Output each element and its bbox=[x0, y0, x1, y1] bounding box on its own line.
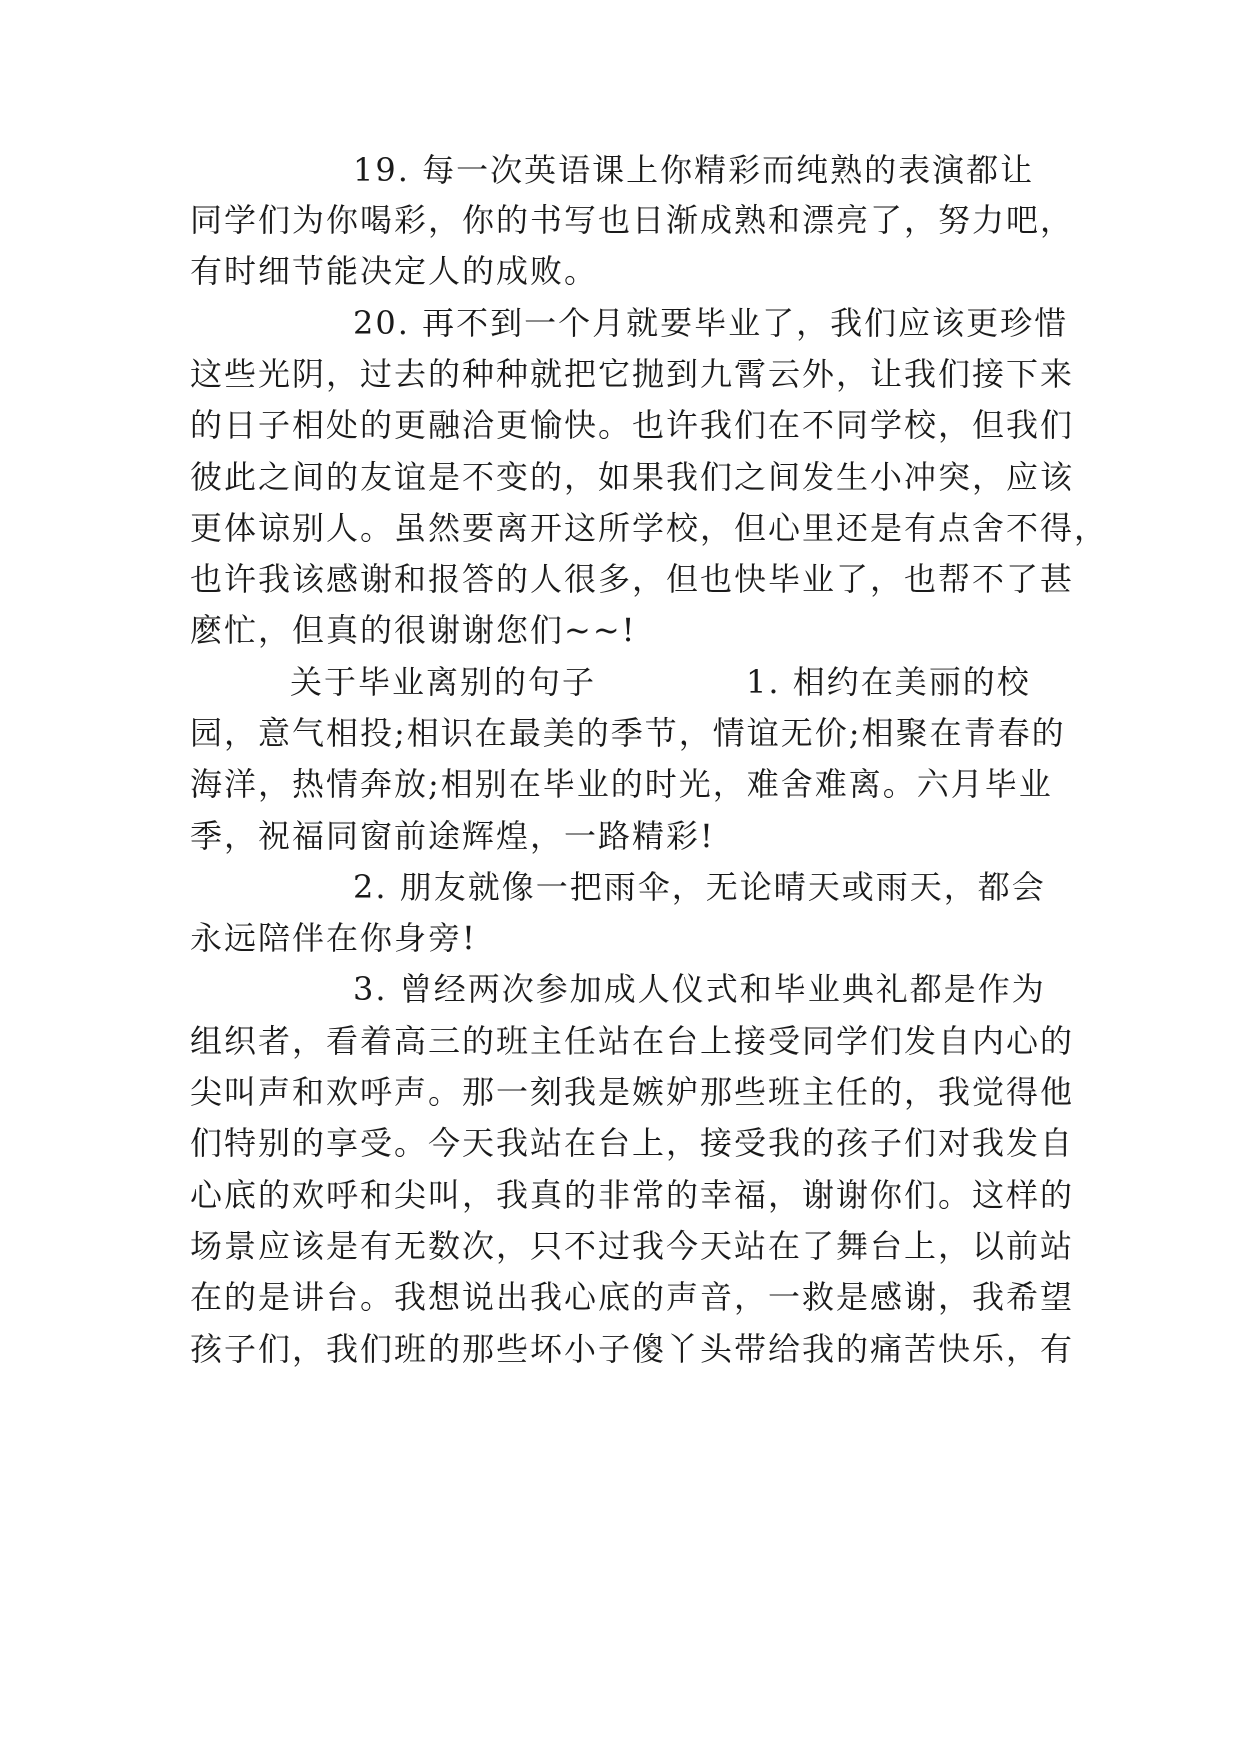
paragraph-20-line-4: 彼此之间的友谊是不变的，如果我们之间发生小冲突，应该 bbox=[190, 458, 1075, 496]
section-heading: 关于毕业离别的句子 bbox=[290, 663, 597, 701]
item-3-line-2: 组织者，看着高三的班主任站在台上接受同学们发自内心的 bbox=[190, 1022, 1075, 1060]
paragraph-19-line-3: 有时细节能决定人的成败。 bbox=[190, 252, 599, 290]
section-heading-line bbox=[290, 662, 1031, 702]
item-1-line-3: 海洋，热情奔放;相别在毕业的时光，难舍难离。六月毕业 bbox=[190, 765, 1053, 803]
item-3-line-3: 尖叫声和欢呼声。那一刻我是嫉妒那些班主任的，我觉得他 bbox=[190, 1073, 1075, 1111]
paragraph-20-line-6: 也许我该感谢和报答的人很多，但也快毕业了，也帮不了甚 bbox=[190, 560, 1075, 598]
item-3-line-4: 们特别的享受。今天我站在台上，接受我的孩子们对我发自 bbox=[190, 1124, 1075, 1162]
item-1-line-4: 季，祝福同窗前途辉煌，一路精彩! bbox=[190, 817, 715, 855]
item-2-line-2: 永远陪伴在你身旁! bbox=[190, 919, 477, 957]
paragraph-20-line-5: 更体谅别人。虽然要离开这所学校，但心里还是有点舍不得， bbox=[190, 509, 1109, 547]
item-3-line-8: 孩子们，我们班的那些坏小子傻丫头带给我的痛苦快乐，有 bbox=[190, 1330, 1075, 1368]
paragraph-20-line-7: 麽忙，但真的很谢谢您们~~! bbox=[190, 611, 637, 649]
item-3-line-5: 心底的欢呼和尖叫，我真的非常的幸福，谢谢你们。这样的 bbox=[190, 1176, 1075, 1214]
paragraph-20-line-1: 20. 再不到一个月就要毕业了，我们应该更珍惜 bbox=[353, 304, 1069, 342]
paragraph-19-line-1: 19. 每一次英语课上你精彩而纯熟的表演都让 bbox=[353, 151, 1035, 189]
paragraph-20-line-2: 这些光阴，过去的种种就把它抛到九霄云外，让我们接下来 bbox=[190, 355, 1075, 393]
item-1-line-2: 园，意气相投;相识在最美的季节，情谊无价;相聚在青春的 bbox=[190, 714, 1066, 752]
item-1-line-1: 1. 相约在美丽的校 bbox=[746, 663, 1031, 701]
item-3-line-6: 场景应该是有无数次，只不过我今天站在了舞台上，以前站 bbox=[190, 1227, 1075, 1265]
item-2-line-1: 2. 朋友就像一把雨伞，无论晴天或雨天，都会 bbox=[353, 868, 1046, 906]
item-3-line-1: 3. 曾经两次参加成人仪式和毕业典礼都是作为 bbox=[353, 970, 1046, 1008]
paragraph-20-line-3: 的日子相处的更融洽更愉快。也许我们在不同学校，但我们 bbox=[190, 406, 1075, 444]
item-3-line-7: 在的是讲台。我想说出我心底的声音，一救是感谢，我希望 bbox=[190, 1278, 1075, 1316]
paragraph-19-line-2: 同学们为你喝彩，你的书写也日渐成熟和漂亮了，努力吧， bbox=[190, 201, 1075, 239]
